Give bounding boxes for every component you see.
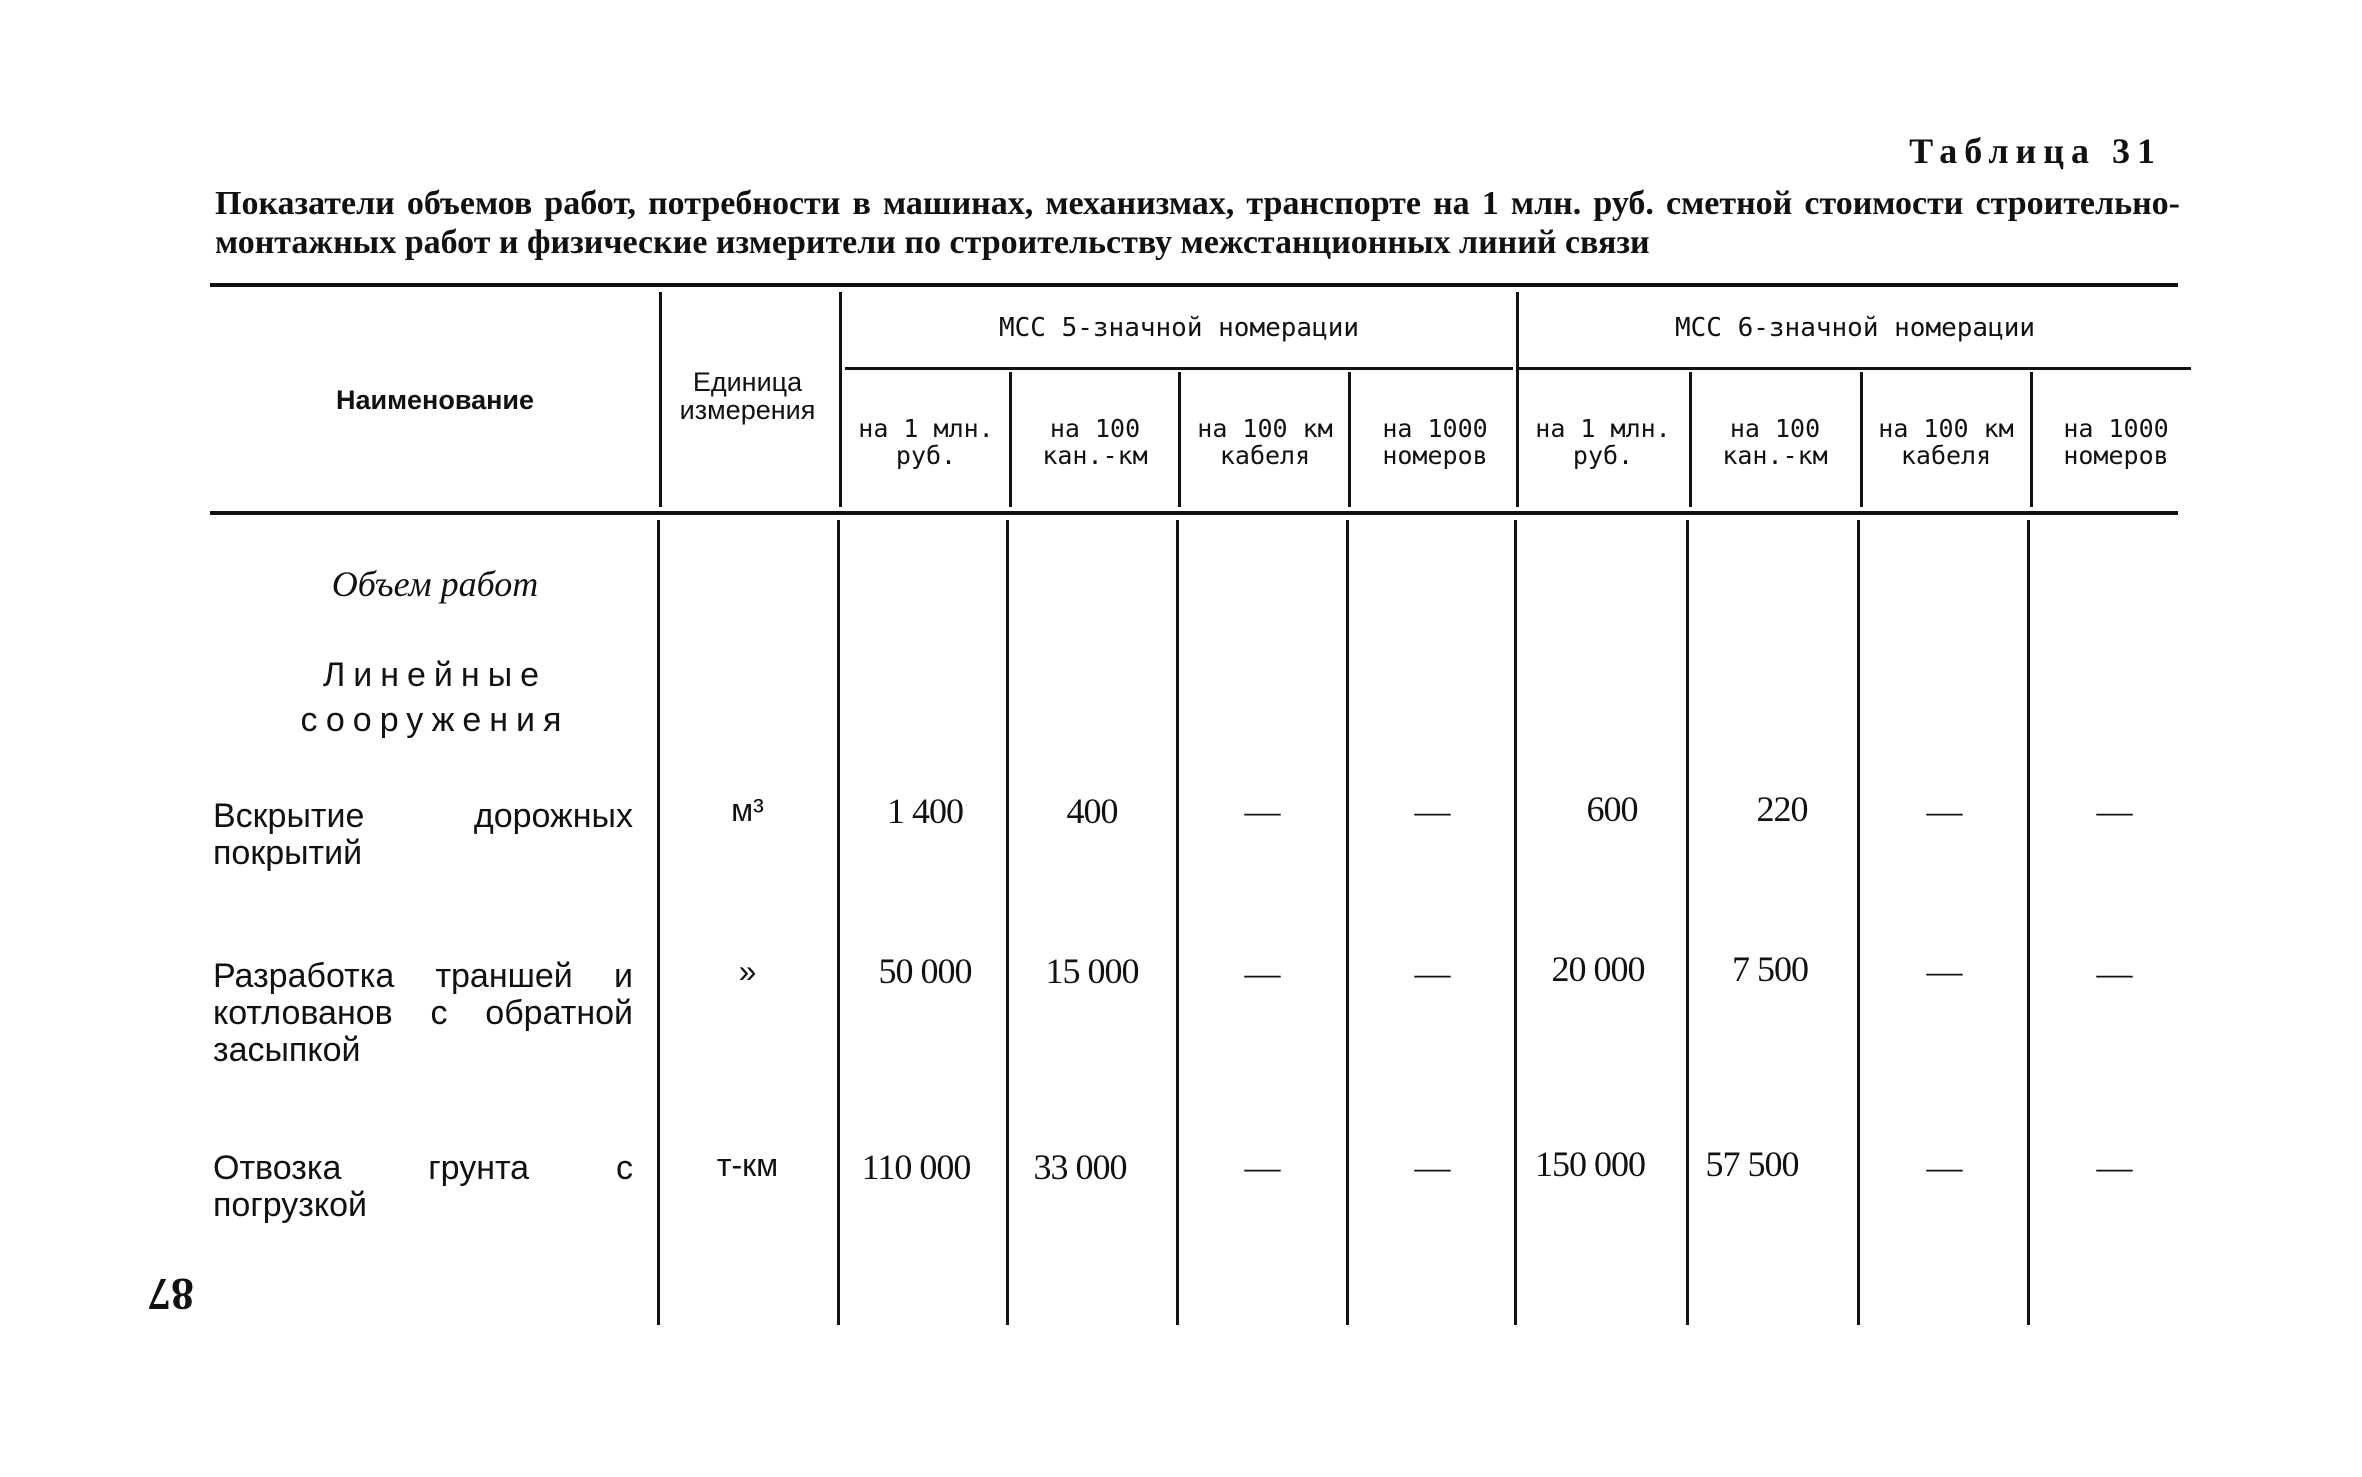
cell-value: 150 000 xyxy=(1535,1144,1645,1184)
header-bottom-rule xyxy=(210,511,2178,515)
group-rule-5 xyxy=(845,367,1513,370)
group-header-6: МСС 6-значной номерации xyxy=(1674,313,2036,343)
subheader: на 1000 номеров xyxy=(1382,414,1488,470)
column-divider xyxy=(1857,520,1860,1325)
column-divider xyxy=(1346,520,1349,1325)
cell-value: 1 400 xyxy=(887,791,963,831)
cell-value: — xyxy=(2096,1147,2132,1187)
subheader: на 100 км кабеля xyxy=(1878,414,2014,470)
column-divider xyxy=(657,520,660,1325)
row-name: Вскрытие дорожных покрытий xyxy=(213,797,633,872)
group-header-5: МСС 5-значной номерации xyxy=(998,313,1360,343)
cell-value: 600 xyxy=(1586,789,1638,829)
column-divider xyxy=(1686,520,1689,1325)
cell-value: — xyxy=(1414,1147,1450,1187)
subheader: на 100 кан.-км xyxy=(1722,414,1828,470)
cell-value: 7 500 xyxy=(1732,949,1808,989)
cell-value: — xyxy=(1244,953,1280,993)
row-unit: м³ xyxy=(731,792,764,828)
cell-value: — xyxy=(1926,791,1962,831)
cell-value: 50 000 xyxy=(878,951,972,991)
column-divider xyxy=(1348,372,1351,507)
row-name: Отвозка грунта с погрузкой xyxy=(213,1149,633,1224)
row-name: Разработка траншей и котлованов с обратной засыпкой xyxy=(213,957,633,1069)
column-divider xyxy=(2030,372,2033,507)
cell-value: — xyxy=(1414,953,1450,993)
subheader: на 100 кан.-км xyxy=(1042,414,1148,470)
cell-value: — xyxy=(1926,951,1962,991)
table-number: Таблица 31 xyxy=(1909,131,2162,171)
header-name: Наименование xyxy=(335,385,535,415)
column-divider xyxy=(1176,520,1179,1325)
column-divider xyxy=(1689,372,1692,507)
cell-value: 110 000 xyxy=(861,1147,971,1187)
subheader: на 1 млн. руб. xyxy=(858,414,994,470)
cell-value: — xyxy=(2096,953,2132,993)
cell-value: — xyxy=(1244,791,1280,831)
row-unit: т-км xyxy=(716,1147,779,1183)
cell-value: 400 xyxy=(1066,791,1118,831)
subheader: на 1 млн. руб. xyxy=(1535,414,1671,470)
cell-value: — xyxy=(1244,1147,1280,1187)
table-caption: Показатели объемов работ, потребности в машинах, механизмах, транспорте на 1 млн. руб. сметной стоимости строительно-монтажных работ и физические измерители по строительству межстанционных линий связи xyxy=(215,185,2180,261)
column-divider xyxy=(1178,372,1181,507)
column-divider xyxy=(2027,520,2030,1325)
cell-value: — xyxy=(1414,791,1450,831)
header-unit: Единица измерения xyxy=(679,367,816,425)
column-divider xyxy=(837,520,840,1325)
cell-value: 33 000 xyxy=(1033,1147,1127,1187)
subheader: на 1000 номеров xyxy=(2063,414,2169,470)
top-rule xyxy=(210,283,2178,287)
group-rule-6 xyxy=(1519,367,2191,370)
cell-value: — xyxy=(1926,1147,1962,1187)
section-title: Объем работ xyxy=(331,564,539,604)
cell-value: 57 500 xyxy=(1705,1144,1799,1184)
row-unit: » xyxy=(738,953,757,989)
subheader: на 100 км кабеля xyxy=(1197,414,1333,470)
cell-value: 220 xyxy=(1756,789,1808,829)
column-divider xyxy=(1860,372,1863,507)
page-number: 87 xyxy=(148,1269,194,1320)
column-divider xyxy=(1006,520,1009,1325)
cell-value: 20 000 xyxy=(1551,949,1645,989)
cell-value: 15 000 xyxy=(1045,951,1139,991)
column-divider xyxy=(839,292,842,507)
cell-value: — xyxy=(2096,791,2132,831)
subsection-title: Линейные сооружения xyxy=(300,656,570,739)
column-divider xyxy=(1514,520,1517,1325)
column-divider xyxy=(1009,372,1012,507)
